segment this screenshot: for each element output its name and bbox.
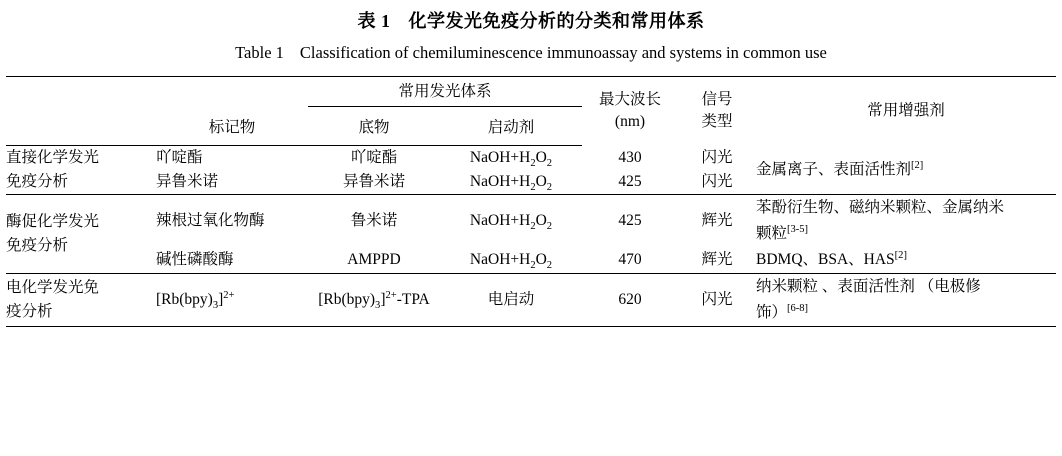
header-marker-blank (156, 77, 308, 112)
row3-initiator-sub1: 2 (530, 221, 536, 233)
caption-chinese-text: 化学发光免疫分析的分类和常用体系 (408, 11, 705, 31)
row4-initiator-pre: NaOH+H (469, 251, 531, 268)
row2-marker: 异鲁米诺 (155, 173, 218, 190)
row3-marker: 辣根过氧化物酶 (155, 212, 265, 229)
header-signal-type (678, 77, 756, 146)
header-signal-line1: 信号 (701, 91, 733, 109)
row-category-direct-cl-line1: 直接化学发光 (5, 149, 99, 166)
row5-enhancer-line1: 纳米颗粒 、表面活性剂 （电极修 (756, 278, 981, 295)
row1-initiator (440, 146, 582, 171)
row2-initiator (440, 170, 582, 195)
header-initiator: 启动剂 (440, 111, 582, 146)
header-wavelength-line2: (nm) (614, 113, 646, 131)
row2-initiator-pre: NaOH+H (469, 173, 531, 190)
row1-enhancer (756, 146, 1056, 195)
row5-substrate-sup: 2+ (385, 289, 397, 301)
row2-initiator-mid: O (535, 173, 547, 190)
row1-marker: 吖啶酯 (155, 149, 203, 166)
row1-signal: 闪光 (701, 148, 733, 166)
row3-substrate: 鲁米诺 (350, 212, 398, 229)
row-category-ecl-line1: 电化学发光免 (5, 279, 99, 296)
row1-enhancer-ref: [2] (911, 159, 924, 171)
row3-wavelength: 425 (618, 212, 642, 229)
row2-signal: 闪光 (701, 173, 733, 190)
row3-initiator-mid: O (535, 212, 547, 229)
row5-substrate-close: ] (380, 291, 386, 308)
row1-wavelength: 430 (618, 148, 642, 166)
row2-substrate: 异鲁米诺 (342, 173, 405, 190)
row1-substrate: 吖啶酯 (350, 149, 398, 166)
row5-substrate-sub: 3 (375, 300, 381, 312)
row5-enhancer (756, 274, 1056, 327)
row-category-direct-cl (6, 146, 156, 195)
row-category-ecl (6, 274, 156, 327)
header-row-group (6, 77, 1056, 112)
header-group-light-system-label: 常用发光体系 (308, 81, 582, 107)
row-category-ecl-line2: 疫分析 (5, 303, 53, 320)
row3-initiator (440, 195, 582, 248)
row4-marker: 碱性磷酸酶 (155, 251, 234, 268)
row5-signal: 闪光 (701, 291, 733, 308)
row2-initiator-sub2: 2 (546, 182, 553, 194)
row2-wavelength: 425 (618, 173, 642, 190)
row4-enhancer (756, 247, 1056, 274)
row2-initiator-sub1: 2 (530, 182, 536, 194)
row-category-enzymatic-cl (6, 195, 156, 274)
row1-initiator-mid: O (535, 149, 547, 166)
row5-wavelength: 620 (618, 291, 642, 308)
row5-substrate-open: [Rb(bpy) (318, 291, 376, 308)
header-signal-line2: 类型 (701, 113, 733, 131)
table-row (6, 146, 1056, 171)
row5-marker (156, 274, 308, 327)
row3-enhancer-line1: 苯酚衍生物、磁纳米颗粒、金属纳米 (756, 199, 1005, 216)
row1-enhancer-text: 金属离子、表面活性剂 (756, 160, 912, 178)
row4-initiator-sub2: 2 (546, 260, 553, 272)
table-row (6, 274, 1056, 327)
row5-marker-sub: 3 (212, 300, 219, 312)
row-category-enzymatic-cl-line2: 免疫分析 (5, 237, 68, 254)
caption-english-text: Classification of chemiluminescence immunoassay and systems in common use (299, 43, 827, 62)
table-row (6, 195, 1056, 248)
row1-initiator-pre: NaOH+H (469, 149, 531, 166)
row3-enhancer-line2: 颗粒 (756, 225, 788, 242)
row5-marker-sup: 2+ (223, 289, 235, 301)
header-enhancer: 常用增强剂 (756, 77, 1056, 146)
row3-enhancer (756, 195, 1056, 248)
row1-initiator-sub2: 2 (546, 158, 553, 170)
row4-signal: 辉光 (701, 251, 733, 268)
row4-enhancer-text: BDMQ、BSA、HAS (756, 251, 895, 268)
row4-wavelength: 470 (618, 251, 642, 268)
header-wavelength-line1: 最大波长 (598, 91, 661, 109)
row5-enhancer-line2: 饰） (756, 304, 788, 321)
row-category-direct-cl-line2: 免疫分析 (5, 173, 68, 190)
caption-english (0, 38, 1062, 68)
row4-initiator (440, 247, 582, 274)
row5-substrate-tpa: -TPA (396, 291, 430, 308)
header-category-blank (6, 77, 156, 112)
row3-initiator-pre: NaOH+H (469, 212, 531, 229)
header-category (6, 111, 156, 146)
row-category-enzymatic-cl-line1: 酶促化学发光 (5, 213, 99, 230)
row3-signal: 辉光 (701, 212, 733, 229)
header-substrate: 底物 (308, 111, 440, 146)
header-marker: 标记物 (156, 111, 308, 146)
classification-table (6, 76, 1056, 327)
row3-initiator-sub2: 2 (546, 221, 553, 233)
row5-marker-open: [Rb(bpy) (155, 291, 213, 308)
row5-marker-close: ] (218, 291, 224, 308)
row5-initiator: 电启动 (487, 291, 535, 308)
header-group-light-system (308, 77, 582, 112)
row5-substrate (308, 274, 440, 327)
caption-chinese (0, 6, 1062, 36)
row3-enhancer-ref: [3-5] (787, 223, 809, 235)
caption-chinese-label: 表 1 (357, 11, 391, 31)
table-body (6, 146, 1056, 327)
table-caption (0, 0, 1062, 68)
table-header (6, 77, 1056, 146)
caption-english-label: Table 1 (235, 43, 284, 62)
row5-enhancer-ref: [6-8] (787, 302, 809, 314)
row4-enhancer-ref: [2] (894, 249, 907, 261)
table-row (6, 247, 1056, 274)
row4-initiator-mid: O (535, 251, 547, 268)
row4-initiator-sub1: 2 (530, 260, 536, 272)
header-wavelength (582, 77, 678, 146)
row1-initiator-sub1: 2 (530, 158, 536, 170)
row4-substrate: AMPPD (347, 251, 401, 268)
